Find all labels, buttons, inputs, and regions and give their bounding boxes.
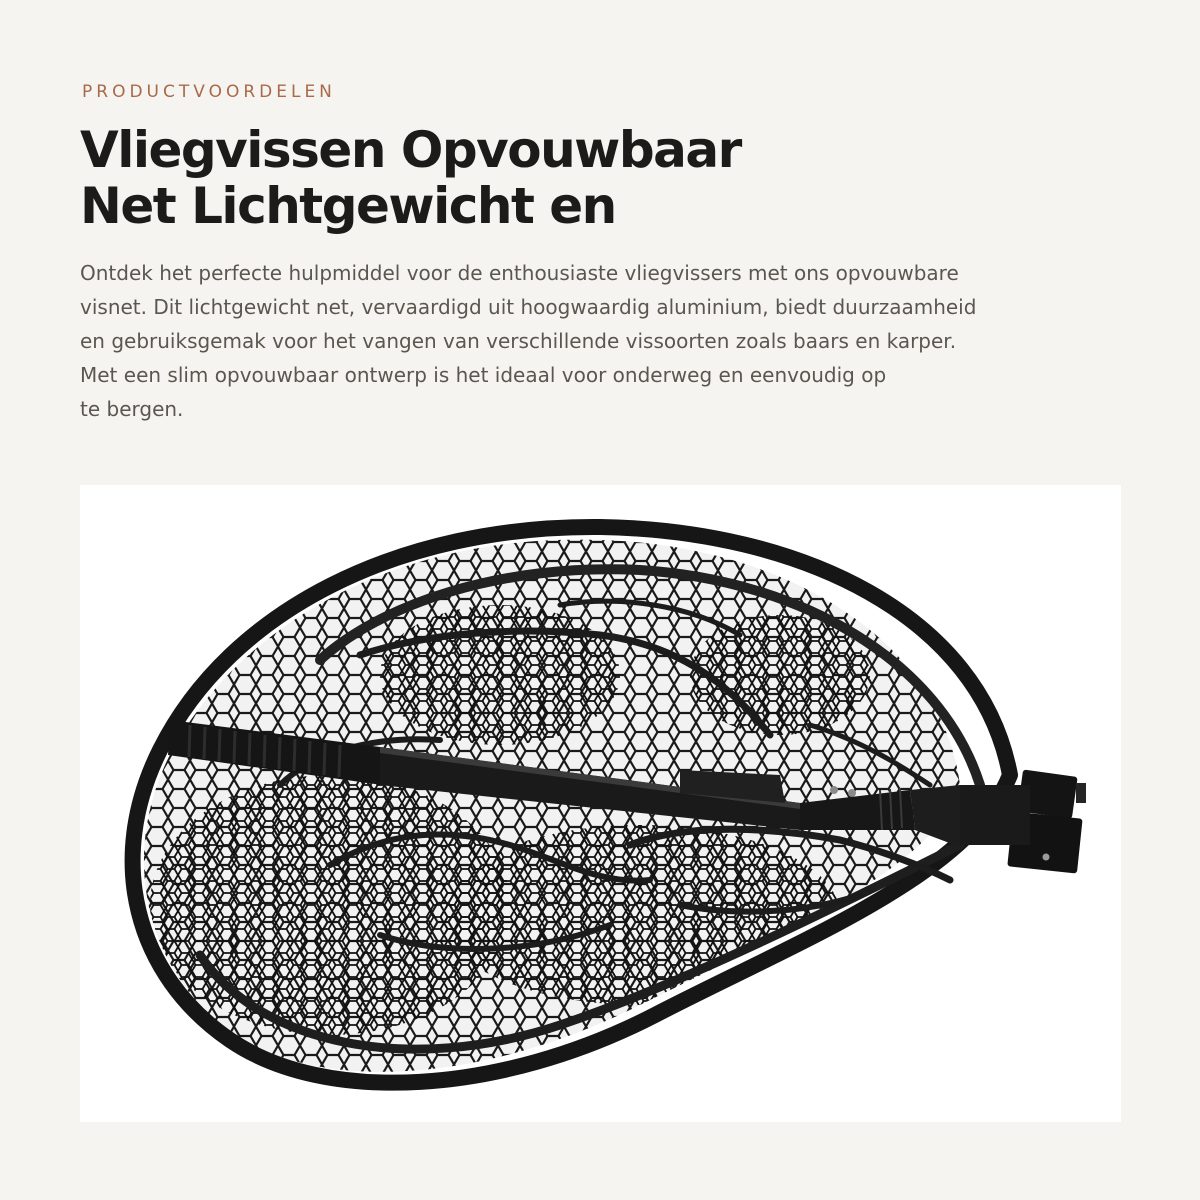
folding-landing-net-illustration (80, 485, 1121, 1122)
product-title-line-2: Net Lichtgewicht en (80, 177, 616, 235)
section-eyebrow: PRODUCTVOORDELEN (82, 82, 336, 102)
description-line-4: Met een slim opvouwbaar ontwerp is het ideaal voor onderweg en eenvoudig op (80, 363, 887, 387)
product-image (80, 485, 1121, 1122)
description-line-2: visnet. Dit lichtgewicht net, vervaardigd uit hoogwaardig aluminium, biedt duurzaamheid (80, 295, 977, 319)
product-title-line-1: Vliegvissen Opvouwbaar (80, 121, 741, 179)
product-description (80, 256, 1100, 426)
description-line-5: te bergen. (80, 397, 184, 421)
description-line-1: Ontdek het perfecte hulpmiddel voor de enthousiaste vliegvissers met ons opvouwbare (80, 261, 959, 285)
description-line-3: en gebruiksgemak voor het vangen van verschillende vissoorten zoals baars en karper. (80, 329, 957, 353)
product-title (80, 122, 1120, 234)
